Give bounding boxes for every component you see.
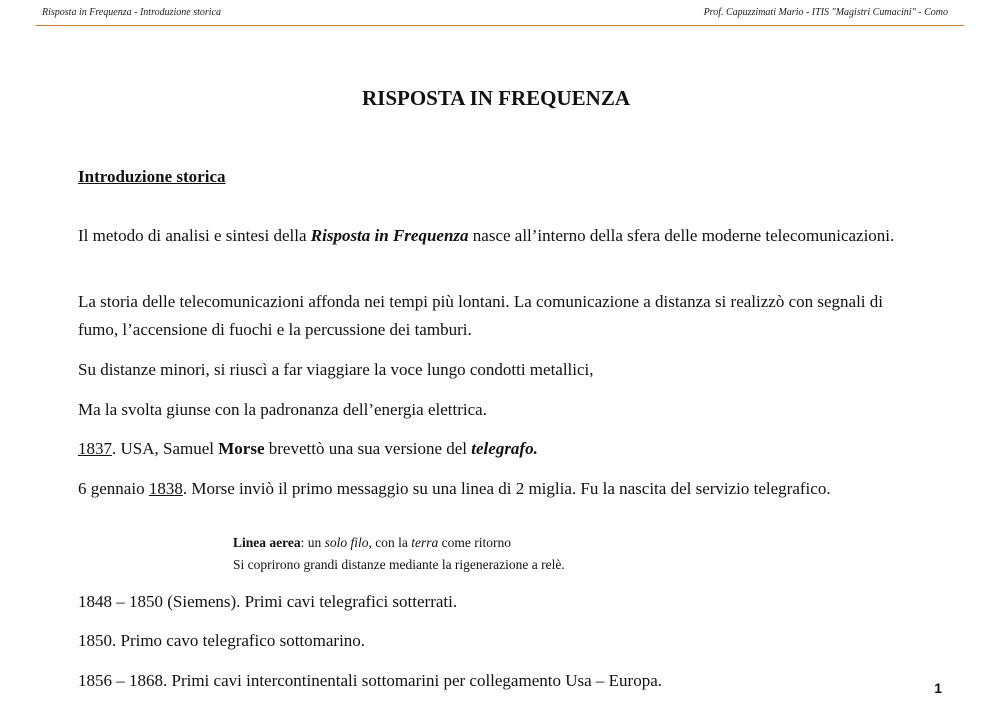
paragraph-1850: 1850. Primo cavo telegrafico sottomarino.: [78, 631, 366, 650]
text-run: nasce all’interno della sfera delle moderne telecomunicazioni.: [468, 226, 895, 245]
emphasis-text: telegrafo.: [471, 439, 538, 458]
running-header-left: Risposta in Frequenza - Introduzione storica: [42, 7, 221, 18]
emphasis-text: Risposta in Frequenza: [310, 226, 469, 245]
paragraph-1848: 1848 – 1850 (Siemens). Primi cavi telegrafici sotterrati.: [78, 592, 458, 611]
paragraph-1837: [78, 435, 923, 463]
note-term: Linea aerea: [233, 535, 301, 550]
year-link: 1838: [148, 479, 183, 498]
year-link: 1837: [78, 439, 112, 458]
paragraph-1856: 1856 – 1868. Primi cavi intercontinentali sottomarini per collegamento Usa – Europa.: [78, 671, 663, 690]
text-run: . USA, Samuel: [112, 439, 219, 458]
note-line-1: [233, 533, 511, 553]
running-header-right: Prof. Capuzzimati Mario - ITIS "Magistri Cumacini" - Como: [703, 7, 948, 18]
paragraph-intro: [78, 222, 923, 250]
text-run: , con la: [368, 535, 412, 550]
page-number: 1: [934, 680, 942, 696]
note-line-2: Si coprirono grandi distanze mediante la rigenerazione a relè.: [233, 557, 565, 572]
text-run: come ritorno: [438, 535, 512, 550]
text-run: Il metodo di analisi e sintesi della: [78, 226, 311, 245]
bold-name: Morse: [218, 439, 265, 458]
text-run: . Morse inviò il primo messaggio su una linea di 2 miglia. Fu la nascita del servizio telegrafico.: [182, 479, 831, 498]
italic-text: terra: [411, 535, 439, 550]
text-run: 6 gennaio: [78, 479, 149, 498]
paragraph-1838: [78, 475, 923, 503]
text-run: brevettò una sua versione del: [264, 439, 472, 458]
text-run: : un: [300, 535, 325, 550]
section-heading: Introduzione storica: [78, 167, 226, 186]
header-divider: [36, 25, 964, 26]
italic-text: solo filo: [324, 535, 369, 550]
paragraph-electricity: Ma la svolta giunse con la padronanza dell’energia elettrica.: [78, 400, 487, 419]
paragraph-history: La storia delle telecomunicazioni affonda nei tempi più lontani. La comunicazione a distanza si realizzò con segnali di fumo, l’accensione di fuochi e la percussione dei tamburi.: [78, 292, 883, 339]
paragraph-metal-conduits: Su distanze minori, si riuscì a far viaggiare la voce lungo condotti metallici,: [78, 360, 594, 379]
document-title: RISPOSTA IN FREQUENZA: [362, 86, 630, 110]
